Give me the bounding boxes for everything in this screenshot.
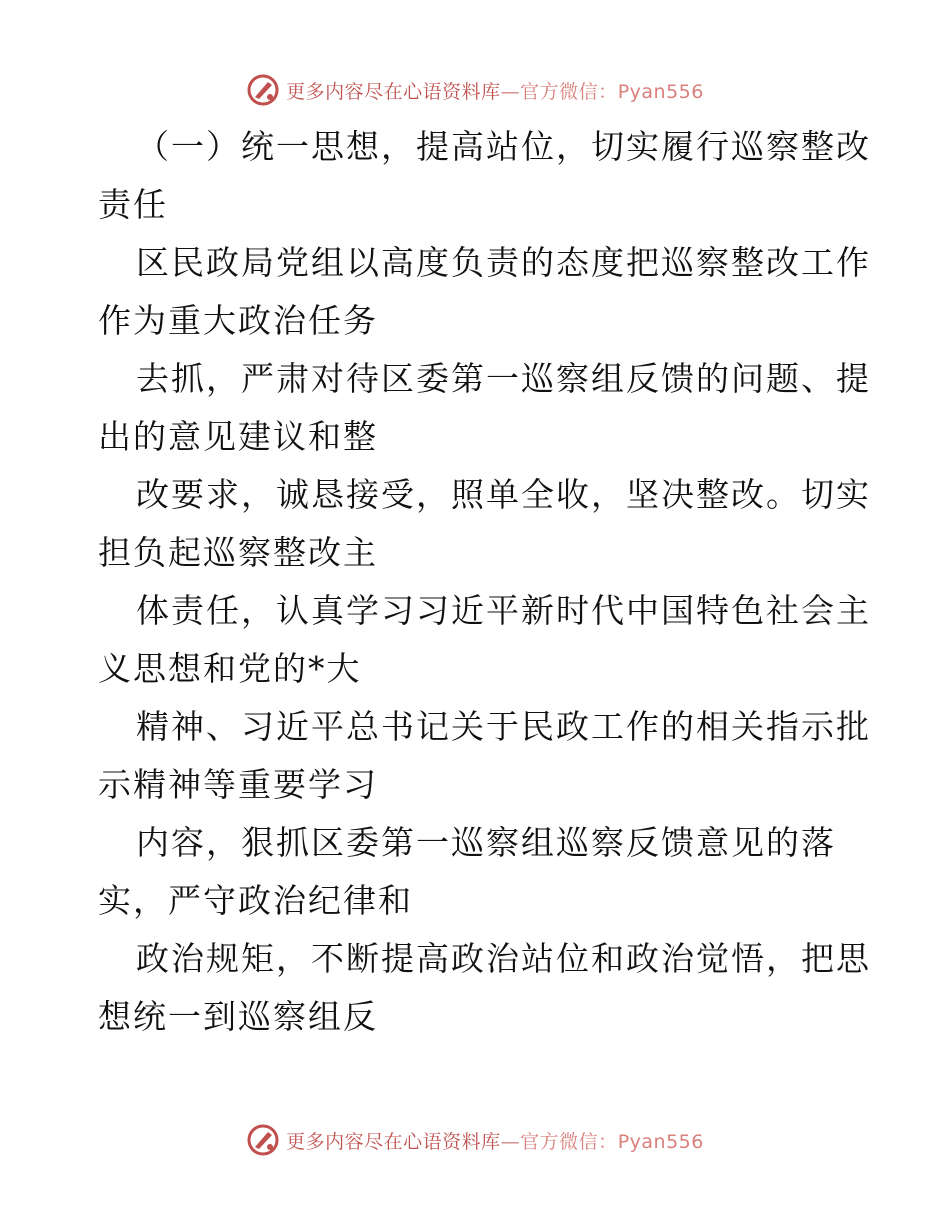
banner-wechat-label: 官方微信： <box>520 1130 618 1153</box>
banner-separator: — <box>500 80 521 103</box>
body-line: 作为重大政治任务 <box>98 301 378 340</box>
body-line: 义思想和党的*大 <box>98 649 362 688</box>
banner-separator: — <box>500 1130 521 1153</box>
body-line: 责任 <box>98 185 168 224</box>
body-line: 政治规矩，不断提高政治站位和政治觉悟，把思 <box>136 939 871 978</box>
seal-logo-icon <box>246 73 280 107</box>
body-text <box>98 118 871 1046</box>
banner-wechat-label: 官方微信： <box>520 80 618 103</box>
banner-wechat-id: Pyan556 <box>617 1130 704 1153</box>
seal-logo-icon <box>246 1123 280 1157</box>
body-line: 担负起巡察整改主 <box>98 533 378 572</box>
body-line: 去抓，严肃对待区委第一巡察组反馈的问题、提 <box>136 359 871 398</box>
body-line: 区民政局党组以高度负责的态度把巡察整改工作 <box>136 243 871 282</box>
body-line: 体责任，认真学习习近平新时代中国特色社会主 <box>136 591 871 630</box>
header-banner <box>0 70 950 110</box>
banner-wechat-id: Pyan556 <box>617 80 704 103</box>
banner-text <box>286 77 704 104</box>
body-line: 示精神等重要学习 <box>98 765 378 804</box>
body-line: 出的意见建议和整 <box>98 417 378 456</box>
banner-brand: 更多内容尽在心语资料库 <box>286 80 501 103</box>
body-line: 精神、习近平总书记关于民政工作的相关指示批 <box>136 707 871 746</box>
body-line: （一）统一思想，提高站位，切实履行巡察整改 <box>136 127 871 166</box>
banner-brand: 更多内容尽在心语资料库 <box>286 1130 501 1153</box>
banner-text <box>286 1127 704 1154</box>
body-line: 实，严守政治纪律和 <box>98 881 413 920</box>
footer-banner <box>0 1120 950 1160</box>
body-line: 改要求，诚恳接受，照单全收，坚决整改。切实 <box>136 475 871 514</box>
body-line: 内容，狠抓区委第一巡察组巡察反馈意见的落 <box>136 823 836 862</box>
body-line: 想统一到巡察组反 <box>98 997 378 1036</box>
